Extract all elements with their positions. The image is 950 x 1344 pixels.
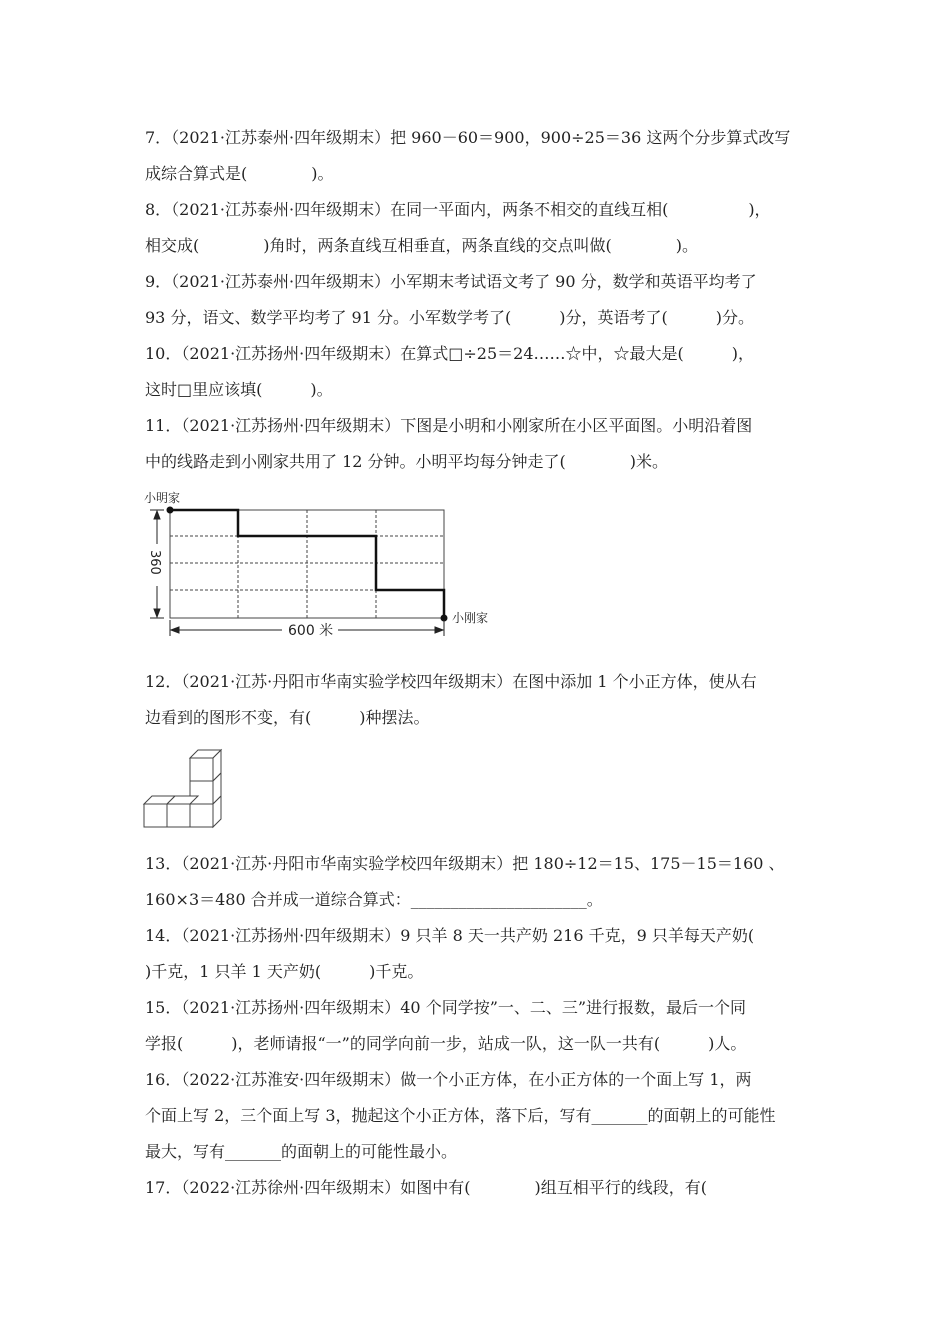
- question-16-line-2: 个面上写 2，三个面上写 3，抛起这个小正方体，落下后，写有_______的面朝上的可能性: [145, 1106, 776, 1125]
- question-11-line-2: 中的线路走到小刚家共用了 12 分钟。小明平均每分钟走了( )米。: [145, 452, 669, 471]
- question-10-line-1: 10．（2021·江苏扬州·四年级期末）在算式□÷25＝24……☆中，☆最大是( )，: [145, 344, 754, 363]
- question-15-line-2: 学报( )，老师请报“一”的同学向前一步，站成一队，这一队一共有( )人。: [145, 1034, 747, 1053]
- question-7-line-2: 成综合算式是( )。: [145, 164, 334, 183]
- width-label: 600 米: [288, 623, 334, 639]
- question-9-line-1: 9．（2021·江苏泰州·四年级期末）小军期末考试语文考了 90 分，数学和英语平均考了: [145, 272, 757, 291]
- question-17-line-1: 17．（2022·江苏徐州·四年级期末）如图中有( )组互相平行的线段，有(: [145, 1178, 707, 1197]
- question-10-line-2: 这时□里应该填( )。: [145, 380, 333, 399]
- route-map-figure: [140, 484, 520, 648]
- start-label: 小明家: [144, 491, 181, 505]
- question-14-line-1: 14．（2021·江苏扬州·四年级期末）9 只羊 8 天一共产奶 216 千克，9 只羊每天产奶(: [145, 926, 755, 945]
- question-8-line-2: 相交成( )角时，两条直线互相垂直，两条直线的交点叫做( )。: [145, 236, 698, 255]
- question-11-line-1: 11．（2021·江苏扬州·四年级期末）下图是小明和小刚家所在小区平面图。小明沿着图: [145, 416, 753, 435]
- question-7-line-1: 7．（2021·江苏泰州·四年级期末）把 960－60＝900，900÷25＝36 这两个分步算式改写: [145, 128, 791, 147]
- question-8-line-1: 8．（2021·江苏泰州·四年级期末）在同一平面内，两条不相交的直线互相( )，: [145, 200, 771, 219]
- question-16-line-1: 16．（2022·江苏淮安·四年级期末）做一个小正方体，在小正方体的一个面上写 1，两: [145, 1070, 752, 1089]
- cube-figure: [140, 742, 230, 834]
- question-9-line-2: 93 分，语文、数学平均考了 91 分。小军数学考了( )分，英语考了( )分。: [145, 308, 754, 327]
- start-dot: [167, 507, 174, 514]
- question-12-line-2: 边看到的图形不变，有( )种摆法。: [145, 708, 430, 727]
- question-15-line-1: 15．（2021·江苏扬州·四年级期末）40 个同学按”一、二、三”进行报数，最后一个同: [145, 998, 747, 1017]
- question-16-line-3: 最大，写有_______的面朝上的可能性最小。: [145, 1142, 458, 1161]
- grid: [170, 510, 444, 618]
- end-label: 小刚家: [452, 611, 489, 625]
- question-12-line-1: 12．（2021·江苏·丹阳市华南实验学校四年级期末）在图中添加 1 个小正方体，使从右: [145, 672, 757, 691]
- question-14-line-2: )千克，1 只羊 1 天产奶( )千克。: [145, 962, 424, 981]
- question-13-line-2: 160×3＝480 合并成一道综合算式：______________________。: [145, 890, 603, 909]
- height-label: 360: [147, 550, 162, 575]
- question-13-line-1: 13．（2021·江苏·丹阳市华南实验学校四年级期末）把 180÷12＝15、175－15＝160 、: [145, 854, 785, 873]
